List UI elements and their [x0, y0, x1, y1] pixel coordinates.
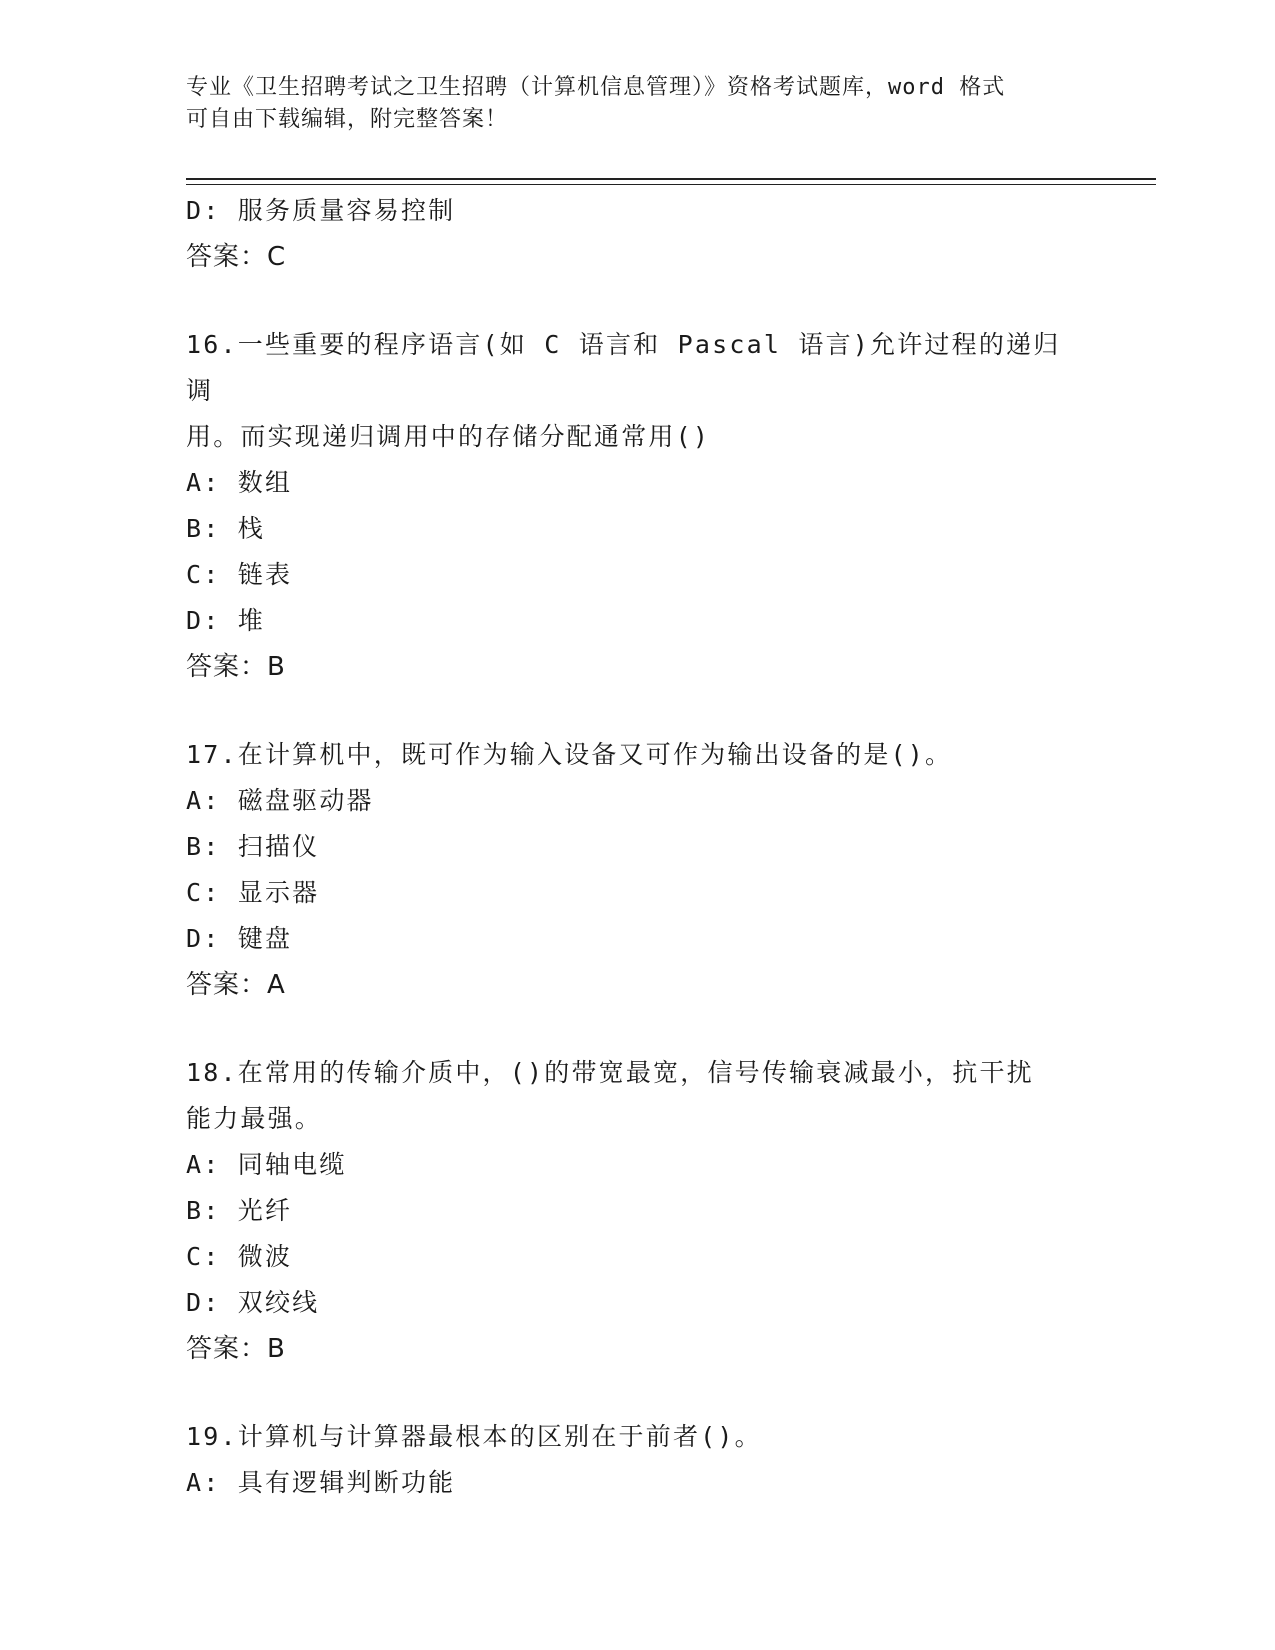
answer: 答案：B: [186, 1334, 286, 1364]
option-d: D: 键盘: [186, 924, 293, 953]
option-d: D: 双绞线: [186, 1288, 320, 1317]
question-18: [186, 1050, 1086, 1372]
answer: 答案：A: [186, 970, 286, 1000]
document-body: [186, 188, 1086, 1506]
option-a: A: 磁盘驱动器: [186, 786, 374, 815]
question-19: [186, 1414, 1086, 1506]
question-stem-cont: 用。而实现递归调用中的存储分配通常用(): [186, 422, 711, 451]
question-16: [186, 322, 1086, 690]
header-line-2: 可自由下载编辑，附完整答案！: [186, 107, 509, 132]
option-a: A: 同轴电缆: [186, 1150, 347, 1179]
option-b: B: 扫描仪: [186, 832, 320, 861]
question-stem: 18.在常用的传输介质中，()的带宽最宽，信号传输衰减最小，抗干扰: [186, 1058, 1034, 1087]
question-stem: 16.一些重要的程序语言(如 C 语言和 Pascal 语言)允许过程的递归调: [186, 330, 1061, 405]
header-line-1: 专业《卫生招聘考试之卫生招聘（计算机信息管理）》资格考试题库，word 格式: [186, 75, 1006, 100]
answer: 答案：B: [186, 652, 286, 682]
question-stem: 19.计算机与计算器最根本的区别在于前者()。: [186, 1422, 762, 1451]
option-d: D: 堆: [186, 606, 265, 635]
option-b: B: 光纤: [186, 1196, 293, 1225]
option-d: D: 服务质量容易控制: [186, 196, 456, 225]
question-stem-cont: 能力最强。: [186, 1104, 323, 1133]
option-a: A: 具有逻辑判断功能: [186, 1468, 456, 1497]
option-b: B: 栈: [186, 514, 265, 543]
option-c: C: 微波: [186, 1242, 293, 1271]
answer: 答案：C: [186, 242, 287, 272]
document-header: [186, 72, 1086, 136]
option-a: A: 数组: [186, 468, 293, 497]
option-c: C: 显示器: [186, 878, 320, 907]
header-rule-thick: [186, 178, 1156, 180]
header-rule-thin: [186, 184, 1156, 185]
question-stem: 17.在计算机中，既可作为输入设备又可作为输出设备的是()。: [186, 740, 953, 769]
option-c: C: 链表: [186, 560, 293, 589]
question-15-tail: [186, 188, 1086, 280]
question-17: [186, 732, 1086, 1008]
